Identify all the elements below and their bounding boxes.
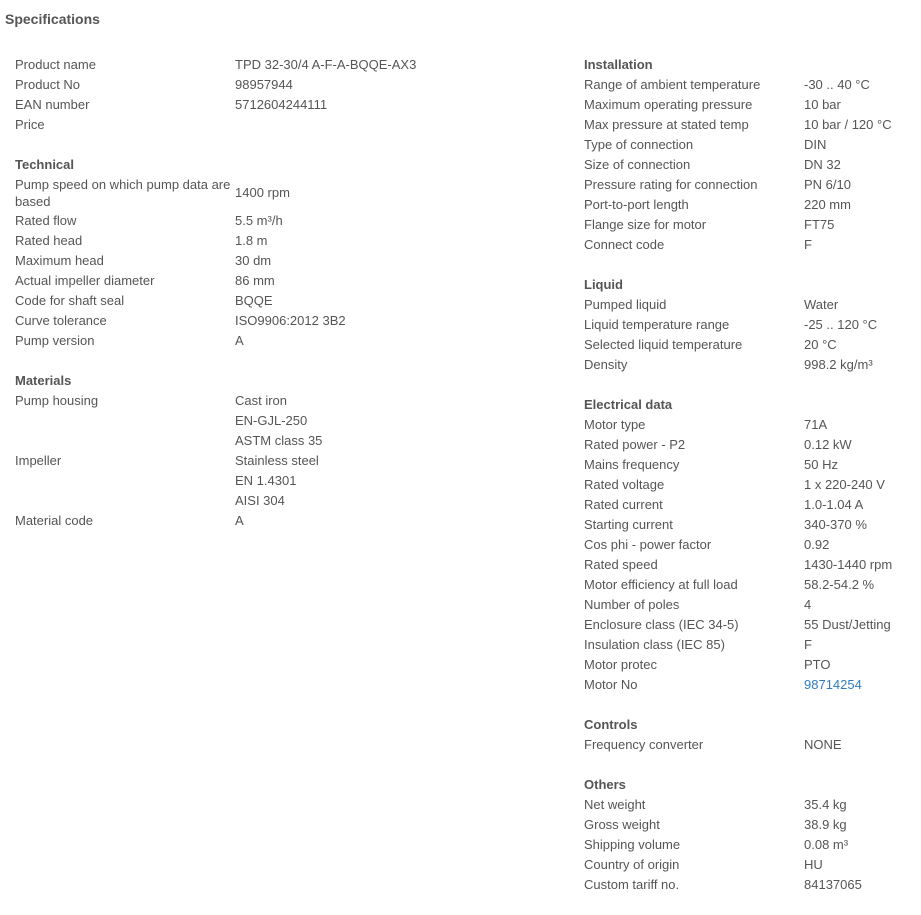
spec-value (804, 76, 914, 94)
spec-value (804, 416, 914, 434)
spec-label: Motor protec (584, 657, 657, 672)
spec-value-line: 1 x 220-240 V (804, 477, 885, 492)
spec-label: Code for shaft seal (15, 293, 125, 308)
section-electrical-data (584, 395, 914, 695)
spec-label: Flange size for motor (584, 217, 707, 232)
spec-value (235, 252, 575, 270)
spec-row-actual-impeller-diameter (15, 271, 575, 291)
spec-label: Port-to-port length (584, 197, 689, 212)
spec-value (804, 616, 914, 634)
spec-value (804, 496, 914, 514)
section-title: Installation (584, 57, 653, 72)
spec-label: EAN number (15, 97, 90, 112)
spec-value (804, 156, 914, 174)
section-title: Others (584, 777, 626, 792)
spec-label: Pump housing (15, 393, 99, 408)
spec-value-line: 10 bar (804, 97, 841, 112)
spec-row-motor-efficiency-at-full-load (584, 575, 914, 595)
spec-value-line: Stainless steel (235, 453, 319, 468)
spec-value (235, 56, 575, 74)
spec-label: Pressure rating for connection (584, 177, 758, 192)
spec-label: Rated head (15, 233, 83, 248)
spec-label: Gross weight (584, 817, 660, 832)
spec-row-rated-speed (584, 555, 914, 575)
spec-value (235, 292, 575, 310)
spec-value (804, 236, 914, 254)
spec-value (235, 96, 575, 114)
section-others (584, 775, 914, 895)
spec-value-line: 58.2-54.2 % (804, 577, 875, 592)
spec-value-line: A (235, 333, 244, 348)
spec-value-line: 1430-1440 rpm (804, 557, 893, 572)
spec-value-line: 38.9 kg (804, 817, 847, 832)
spec-value-line: 1.8 m (235, 233, 268, 248)
section-title: Controls (584, 717, 638, 732)
spec-label: Selected liquid temperature (584, 337, 743, 352)
spec-row-rated-current (584, 495, 914, 515)
spec-value-line: -30 .. 40 °C (804, 77, 870, 92)
spec-label: Country of origin (584, 857, 680, 872)
spec-value-line: Water (804, 297, 839, 312)
section-technical (15, 155, 575, 351)
spec-label: Frequency converter (584, 737, 704, 752)
spec-value (235, 184, 575, 202)
spec-value (804, 856, 914, 874)
spec-value-line: EN 1.4301 (235, 473, 297, 488)
spec-label: Rated power - P2 (584, 437, 686, 452)
spec-row-motor-no (584, 675, 914, 695)
spec-value (804, 556, 914, 574)
spec-value (804, 736, 914, 754)
spec-value (804, 216, 914, 234)
spec-value (804, 296, 914, 314)
spec-label: Maximum operating pressure (584, 97, 753, 112)
spec-value-line: 220 mm (804, 197, 851, 212)
spec-label: Pump version (15, 333, 95, 348)
spec-row-price (15, 115, 575, 135)
section-controls (584, 715, 914, 755)
spec-value (804, 876, 914, 894)
spec-row-custom-tariff-no (584, 875, 914, 895)
spec-label: Size of connection (584, 157, 691, 172)
spec-row-pump-housing (15, 391, 575, 451)
spec-row-selected-liquid-temperature (584, 335, 914, 355)
spec-value-line: PTO (804, 657, 831, 672)
spec-value-line: BQQE (235, 293, 273, 308)
spec-value-line: DN 32 (804, 157, 841, 172)
spec-label: Rated flow (15, 213, 77, 228)
section-title: Electrical data (584, 397, 673, 412)
spec-label: Motor No (584, 677, 638, 692)
spec-value-line: HU (804, 857, 823, 872)
spec-label: Impeller (15, 453, 62, 468)
spec-row-density (584, 355, 914, 375)
spec-value-line: ISO9906:2012 3B2 (235, 313, 346, 328)
spec-row-rated-flow (15, 211, 575, 231)
motor-number-link[interactable]: 98714254 (804, 677, 862, 692)
spec-label: Connect code (584, 237, 665, 252)
spec-value (804, 656, 914, 674)
spec-value-line: TPD 32-30/4 A-F-A-BQQE-AX3 (235, 57, 417, 72)
spec-row-mains-frequency (584, 455, 914, 475)
spec-value (804, 836, 914, 854)
spec-value-line: 998.2 kg/m³ (804, 357, 873, 372)
section-title: Technical (15, 157, 75, 172)
spec-row-enclosure-class-iec-34-5 (584, 615, 914, 635)
spec-label: Rated voltage (584, 477, 665, 492)
spec-value-line: ASTM class 35 (235, 433, 323, 448)
spec-row-pump-version (15, 331, 575, 351)
spec-row-motor-type (584, 415, 914, 435)
spec-row-rated-voltage (584, 475, 914, 495)
spec-row-connect-code (584, 235, 914, 255)
section-title: Liquid (584, 277, 623, 292)
spec-value (804, 576, 914, 594)
spec-value-line: 0.12 kW (804, 437, 852, 452)
spec-label: Cos phi - power factor (584, 537, 712, 552)
spec-row-rated-head (15, 231, 575, 251)
spec-label: Material code (15, 513, 94, 528)
spec-row-product-name (15, 55, 575, 75)
spec-value (235, 391, 575, 451)
spec-label: Rated current (584, 497, 663, 512)
spec-row-code-for-shaft-seal (15, 291, 575, 311)
spec-row-port-to-port-length (584, 195, 914, 215)
spec-label: Number of poles (584, 597, 680, 612)
spec-row-liquid-temperature-range (584, 315, 914, 335)
spec-value-line: 10 bar / 120 °C (804, 117, 892, 132)
right-column (584, 55, 914, 915)
spec-value-line: 0.08 m³ (804, 837, 849, 852)
spec-value (804, 816, 914, 834)
spec-label: Enclosure class (IEC 34-5) (584, 617, 739, 632)
spec-value-line: 0.92 (804, 537, 830, 552)
spec-row-pressure-rating-for-connection (584, 175, 914, 195)
spec-value (804, 516, 914, 534)
spec-value (235, 232, 575, 250)
spec-row-product-no (15, 75, 575, 95)
spec-value (235, 332, 575, 350)
spec-value-line: PN 6/10 (804, 177, 851, 192)
spec-value-line: 50 Hz (804, 457, 838, 472)
spec-value (235, 212, 575, 230)
spec-value-line: 4 (804, 597, 812, 612)
left-column (15, 55, 575, 551)
spec-value-line: A (235, 513, 244, 528)
spec-label: Starting current (584, 517, 673, 532)
spec-row-size-of-connection (584, 155, 914, 175)
spec-label: Range of ambient temperature (584, 77, 761, 92)
spec-label: Mains frequency (584, 457, 680, 472)
spec-row-motor-protec (584, 655, 914, 675)
section-installation (584, 55, 914, 255)
spec-value-line: EN-GJL-250 (235, 413, 308, 428)
spec-value (804, 636, 914, 654)
spec-label: Max pressure at stated temp (584, 117, 749, 132)
spec-value-line: 98957944 (235, 77, 293, 92)
spec-label: Product name (15, 57, 96, 72)
spec-value (804, 796, 914, 814)
spec-value (804, 456, 914, 474)
spec-label: Shipping volume (584, 837, 681, 852)
spec-row-impeller (15, 451, 575, 511)
section-liquid (584, 275, 914, 375)
spec-label: Product No (15, 77, 81, 92)
spec-value-line: 35.4 kg (804, 797, 847, 812)
spec-value-line: 86 mm (235, 273, 275, 288)
spec-label: Custom tariff no. (584, 877, 680, 892)
spec-row-pump-speed-on-which-pump-data-are-based (15, 175, 575, 211)
spec-row-net-weight (584, 795, 914, 815)
spec-row-rated-power-p2 (584, 435, 914, 455)
spec-label: Actual impeller diameter (15, 273, 155, 288)
spec-row-range-of-ambient-temperature (584, 75, 914, 95)
section-general (15, 55, 575, 135)
spec-label: Insulation class (IEC 85) (584, 637, 725, 652)
spec-value-line: 5712604244111 (235, 97, 328, 112)
spec-value-line: 30 dm (235, 253, 272, 268)
spec-row-country-of-origin (584, 855, 914, 875)
section-materials (15, 371, 575, 531)
spec-value (235, 312, 575, 330)
section-title: Materials (15, 373, 72, 388)
spec-row-shipping-volume (584, 835, 914, 855)
spec-value (804, 316, 914, 334)
spec-label: Type of connection (584, 137, 694, 152)
spec-value-line: Cast iron (235, 393, 288, 408)
spec-label: Curve tolerance (15, 313, 107, 328)
spec-value-line: 20 °C (804, 337, 837, 352)
spec-label: Liquid temperature range (584, 317, 730, 332)
spec-label: Motor efficiency at full load (584, 577, 738, 592)
spec-value-line: 55 Dust/Jetting (804, 617, 891, 632)
spec-value-line: 71A (804, 417, 828, 432)
spec-row-number-of-poles (584, 595, 914, 615)
spec-row-gross-weight (584, 815, 914, 835)
spec-value-line: F (804, 237, 812, 252)
spec-value (804, 536, 914, 554)
spec-value (235, 512, 575, 530)
spec-value (804, 436, 914, 454)
spec-label: Density (584, 357, 628, 372)
spec-value (804, 196, 914, 214)
spec-value-line: 1.0-1.04 A (804, 497, 864, 512)
spec-value (235, 272, 575, 290)
spec-row-material-code (15, 511, 575, 531)
spec-value-line: 84137065 (804, 877, 862, 892)
spec-row-frequency-converter (584, 735, 914, 755)
spec-row-max-pressure-at-stated-temp (584, 115, 914, 135)
spec-row-insulation-class-iec-85 (584, 635, 914, 655)
spec-label: Maximum head (15, 253, 104, 268)
spec-value-line: 340-370 % (804, 517, 867, 532)
spec-label: Pump speed on which pump data are based (15, 177, 231, 209)
spec-row-cos-phi-power-factor (584, 535, 914, 555)
spec-label: Pumped liquid (584, 297, 667, 312)
spec-value-line: FT75 (804, 217, 835, 232)
spec-value-line: AISI 304 (235, 493, 285, 508)
spec-row-maximum-head (15, 251, 575, 271)
spec-value-line: 1400 rpm (235, 185, 290, 200)
spec-value-line: NONE (804, 737, 842, 752)
spec-value (804, 176, 914, 194)
spec-label: Motor type (584, 417, 646, 432)
spec-row-curve-tolerance (15, 311, 575, 331)
spec-value (235, 76, 575, 94)
spec-value-line: -25 .. 120 °C (804, 317, 878, 332)
spec-row-maximum-operating-pressure (584, 95, 914, 115)
spec-value-line: DIN (804, 137, 827, 152)
spec-value (804, 356, 914, 374)
spec-value (804, 116, 914, 134)
spec-row-ean-number (15, 95, 575, 115)
spec-value (804, 336, 914, 354)
spec-value (235, 451, 575, 511)
spec-value-line: 5.5 m³/h (235, 213, 283, 228)
spec-row-type-of-connection (584, 135, 914, 155)
spec-label: Rated speed (584, 557, 658, 572)
spec-value (804, 136, 914, 154)
spec-label: Net weight (584, 797, 646, 812)
spec-row-flange-size-for-motor (584, 215, 914, 235)
spec-label: Price (15, 117, 45, 132)
page-title: Specifications (5, 11, 100, 27)
spec-value-line: F (804, 637, 812, 652)
spec-value (804, 596, 914, 614)
spec-row-starting-current (584, 515, 914, 535)
spec-value[interactable] (804, 676, 914, 694)
spec-value (804, 476, 914, 494)
spec-row-pumped-liquid (584, 295, 914, 315)
spec-value (804, 96, 914, 114)
